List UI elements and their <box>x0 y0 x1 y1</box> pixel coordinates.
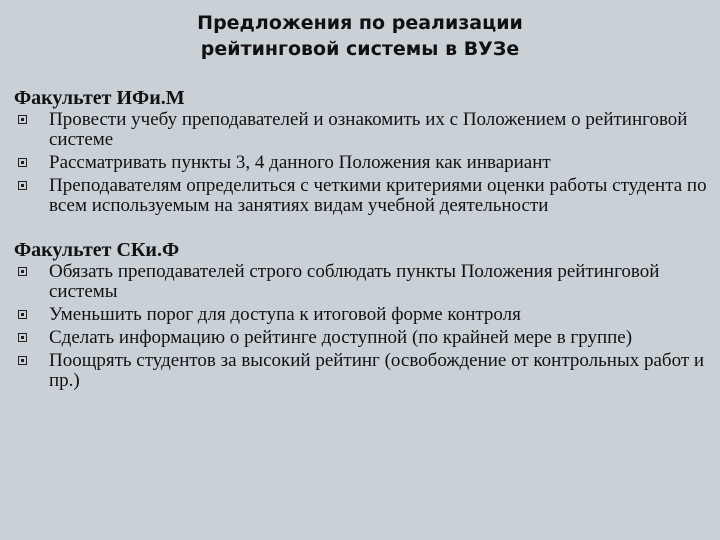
item-text: Рассматривать пункты 3, 4 данного Положения как инвариант <box>49 152 551 173</box>
bullet-list <box>14 110 714 216</box>
item-text: Поощрять студентов за высокий рейтинг (освобождение от контрольных работ и пр.) <box>49 350 705 391</box>
title-line-2: рейтинговой системы в ВУЗе <box>200 38 520 60</box>
item-text: Уменьшить порог для доступа к итоговой форме контроля <box>49 304 521 325</box>
item-text: Преподавателям определиться с четкими критериями оценки работы студента по всем используемым на занятиях видам учебной деятельности <box>49 175 707 216</box>
list-item <box>14 328 714 348</box>
item-text: Провести учебу преподавателей и ознакомить их с Положением о рейтинговой системе <box>49 109 688 150</box>
list-item <box>14 305 714 325</box>
item-text: Обязать преподавателей строго соблюдать пункты Положения рейтинговой системы <box>49 261 660 302</box>
square-bullet-icon <box>18 115 27 124</box>
square-bullet-icon <box>18 310 27 319</box>
section-heading: Факультет ИФи.М <box>14 87 185 109</box>
title-line-1: Предложения по реализации <box>197 12 523 34</box>
section-skif <box>14 238 714 391</box>
square-bullet-icon <box>18 333 27 342</box>
list-item <box>14 110 714 150</box>
square-bullet-icon <box>18 181 27 190</box>
slide-title <box>0 10 720 62</box>
list-item <box>14 176 714 216</box>
list-item <box>14 351 714 391</box>
square-bullet-icon <box>18 356 27 365</box>
slide-body <box>14 86 714 413</box>
square-bullet-icon <box>18 158 27 167</box>
list-item <box>14 153 714 173</box>
square-bullet-icon <box>18 267 27 276</box>
item-text: Сделать информацию о рейтинге доступной (по крайней мере в группе) <box>49 327 633 348</box>
bullet-list <box>14 262 714 391</box>
section-heading: Факультет СКи.Ф <box>14 239 180 261</box>
list-item <box>14 262 714 302</box>
section-ifim <box>14 86 714 216</box>
